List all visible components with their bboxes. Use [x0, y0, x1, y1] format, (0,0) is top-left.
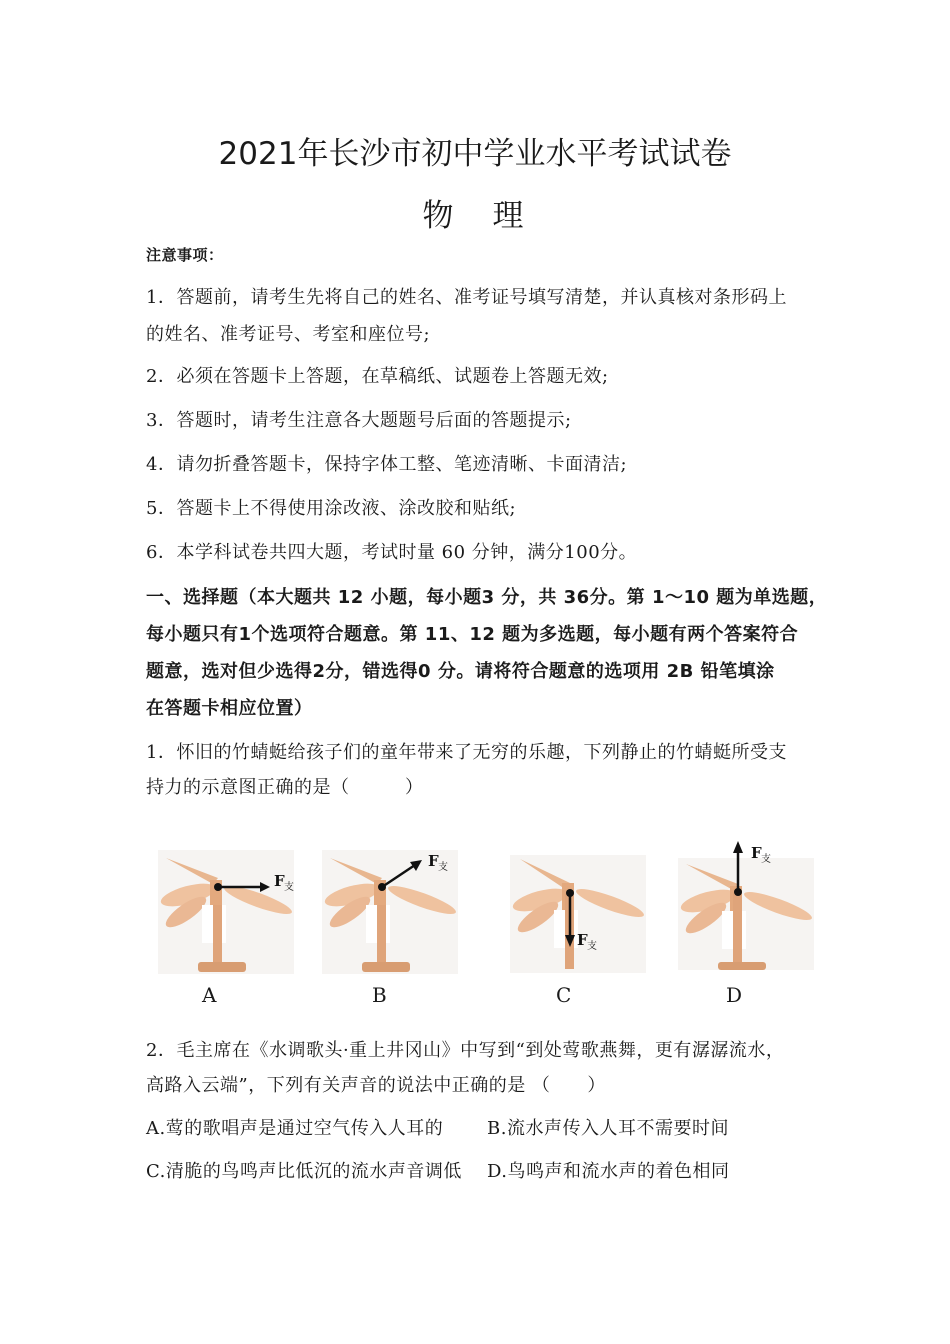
force-sub-a: 支: [284, 882, 294, 893]
notice-heading: 注意事项：: [146, 246, 224, 264]
notice-item: 2．必须在答题卡上答题，在草稿纸、试题卷上答题无效;: [146, 366, 609, 387]
figure-option-d: [678, 838, 818, 982]
section-heading: 题意，选对但少选得2分，错选得0 分。请将符合题意的选项用 2B 铅笔填涂: [146, 661, 775, 682]
dragonfly-figure-c: [510, 855, 650, 980]
option-label-a: A: [202, 983, 217, 1007]
option-label-d: D: [726, 983, 743, 1007]
answer-option-d: D.鸟鸣声和流水声的着色相同: [487, 1161, 730, 1182]
question-1-text: 持力的示意图正确的是（ ）: [146, 777, 424, 798]
question-2-text: 2．毛主席在《水调歌头·重上井冈山》中写到“到处莺歌燕舞，更有潺潺流水，: [146, 1040, 785, 1061]
force-label-c: F: [577, 931, 588, 949]
figure-option-a: [158, 850, 298, 984]
figure-option-b: [322, 850, 462, 984]
notice-item: 5．答题卡上不得使用涂改液、涂改胶和贴纸;: [146, 498, 517, 519]
option-label-c: C: [556, 983, 572, 1007]
notice-item: 3．答题时，请考生注意各大题题号后面的答题提示;: [146, 410, 572, 431]
subject-title: 物 理: [422, 198, 528, 234]
answer-option-a: A.莺的歌唱声是通过空气传入人耳的: [146, 1118, 444, 1139]
force-sub-c: 支: [587, 941, 597, 952]
notice-item: 1．答题前，请考生先将自己的姓名、准考证号填写清楚，并认真核对条形码上: [146, 287, 787, 308]
question-2-text: 高路入云端”，下列有关声音的说法中正确的是 （ ）: [146, 1075, 606, 1096]
force-sub-b: 支: [438, 862, 448, 873]
notice-item: 的姓名、准考证号、考室和座位号;: [146, 324, 431, 345]
answer-option-b: B.流水声传入人耳不需要时间: [487, 1118, 729, 1139]
force-label-a: F: [274, 872, 285, 890]
section-heading: 每小题只有1个选项符合题意。第 11、12 题为多选题，每小题有两个答案符合: [146, 624, 799, 645]
option-label-b: B: [372, 983, 387, 1007]
force-label-d: F: [751, 844, 762, 862]
section-heading: 在答题卡相应位置）: [146, 698, 313, 719]
section-heading: 一、选择题（本大题共 12 小题，每小题3 分，共 36分。第 1～10 题为单选题，: [146, 587, 828, 608]
dragonfly-figure-b: [322, 850, 462, 980]
notice-item: 6．本学科试卷共四大题，考试时量 60 分钟，满分100分。: [146, 542, 638, 563]
force-label-b: F: [428, 852, 439, 870]
force-sub-d: 支: [761, 854, 771, 865]
figure-option-c: [510, 855, 650, 984]
notice-item: 4．请勿折叠答题卡，保持字体工整、笔迹清晰、卡面清洁;: [146, 454, 628, 475]
answer-option-c: C.清脆的鸟鸣声比低沉的流水声音调低: [146, 1161, 462, 1182]
dragonfly-figure-a: [158, 850, 298, 980]
question-1-text: 1．怀旧的竹蜻蜓给孩子们的童年带来了无穷的乐趣，下列静止的竹蜻蜓所受支: [146, 742, 787, 763]
dragonfly-figure-d: [678, 838, 818, 978]
exam-title: 2021年长沙市初中学业水平考试试卷: [218, 136, 732, 172]
